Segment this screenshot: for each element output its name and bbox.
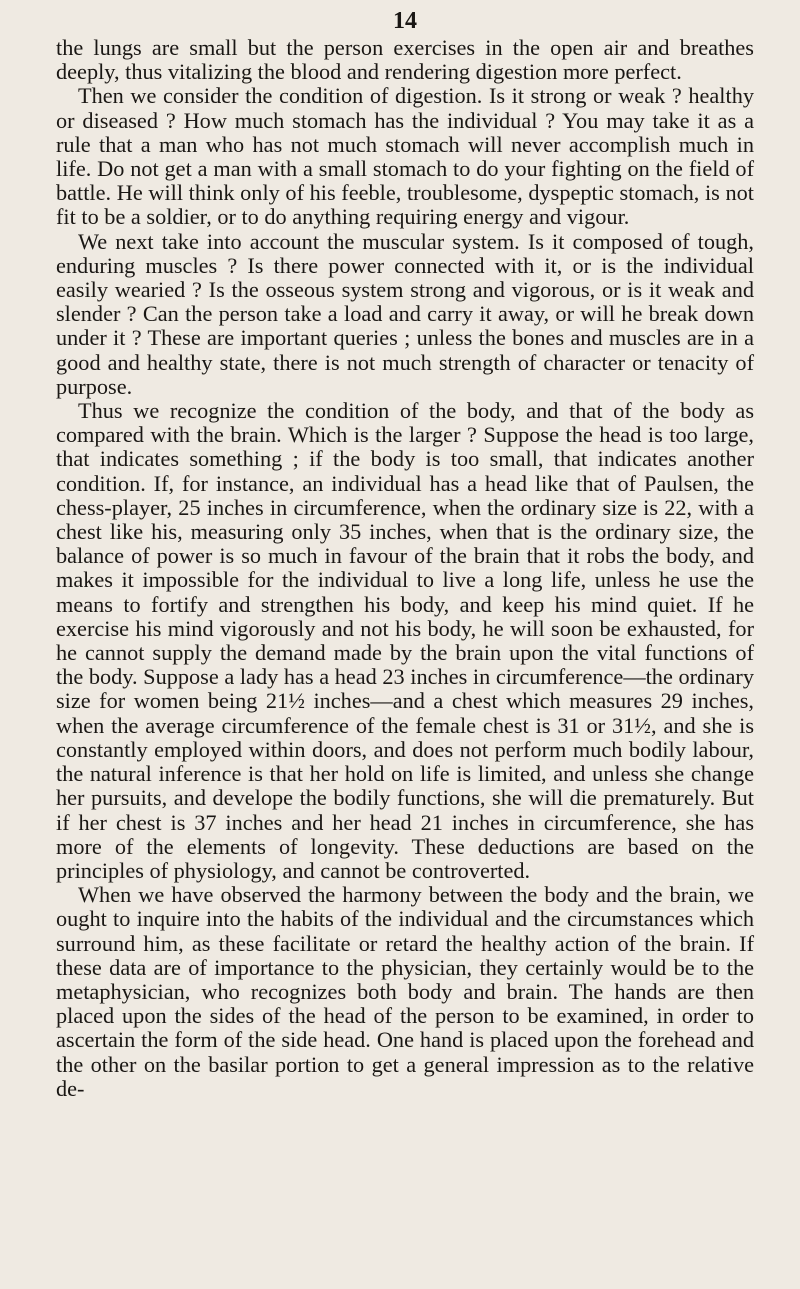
paragraph: We next take into account the muscular system. Is it composed of tough, enduring muscles ? Is there power connected with it, or is the individual easily wearied ? Is the osseous system strong and vigorous, or is it weak and slender ? Can the person take a load and carry it away, or will he break down under it ? These are important queries ; unless the bones and muscles are in a good and healthy state, there is not much strength of character or tenacity of purpose. xyxy=(56,228,754,399)
paragraph: When we have observed the harmony between the body and the brain, we ought to inquire into the habits of the individual and the circumstances which surround him, as these facilitate or retard the healthy action of the brain. If these data are of importance to the physician, they certainly would be to the metaphysician, who recognizes both body and brain. The hands are then placed upon the sides of the head of the person to be examined, in order to ascertain the form of the side head. One hand is placed upon the forehead and the other on the basilar portion to get a general impression as to the relative de- xyxy=(56,882,754,1101)
paragraph: Thus we recognize the condition of the body, and that of the body as compared with the brain. Which is the larger ? Suppose the head is too large, that indicates something ; if the body is too small, that indicates another condition. If, for instance, an individual has a head like that of Paulsen, the chess-player, 25 inches in circumference, when the ordinary size is 22, with a chest like his, measuring only 35 inches, when that is the ordinary size, the balance of power is so much in favour of the brain that it robs the body, and makes it impossible for the individual to live a long life, unless he use the means to fortify and strengthen his body, and keep his mind quiet. If he exercise his mind vigorously and not his body, he will soon be exhausted, for he cannot supply the demand made by the brain upon the vital functions of the body. Suppose a lady has a head 23 inches in circumference—the ordinary size for women being 21½ inches—and a chest which measures 29 inches, when the average circumference of the female chest is 31 or 31½, and she is constantly employed within doors, and does not perform much bodily labour, the natural inference is that her hold on life is limited, and unless she change her pursuits, and develope the bodily functions, she will die prematurely. But if her chest is 37 inches and her head 21 inches in circumference, she has more of the elements of longevity. These deductions are based on the principles of physiology, and cannot be controverted. xyxy=(56,398,754,883)
body-text xyxy=(56,36,754,1101)
paragraph: the lungs are small but the person exercises in the open air and breathes deeply, thus vitalizing the blood and rendering digestion more perfect. xyxy=(56,35,754,85)
page-number: 14 xyxy=(393,8,417,34)
paragraph: Then we consider the condition of digestion. Is it strong or weak ? healthy or diseased ? How much stomach has the individual ? You may take it as a rule that a man who has not much stomach will never accomplish much in life. Do not get a man with a small stomach to do your fighting on the field of battle. He will think only of his feeble, troublesome, dyspeptic stomach, is not fit to be a soldier, or to do anything requiring energy and vigour. xyxy=(56,83,754,230)
